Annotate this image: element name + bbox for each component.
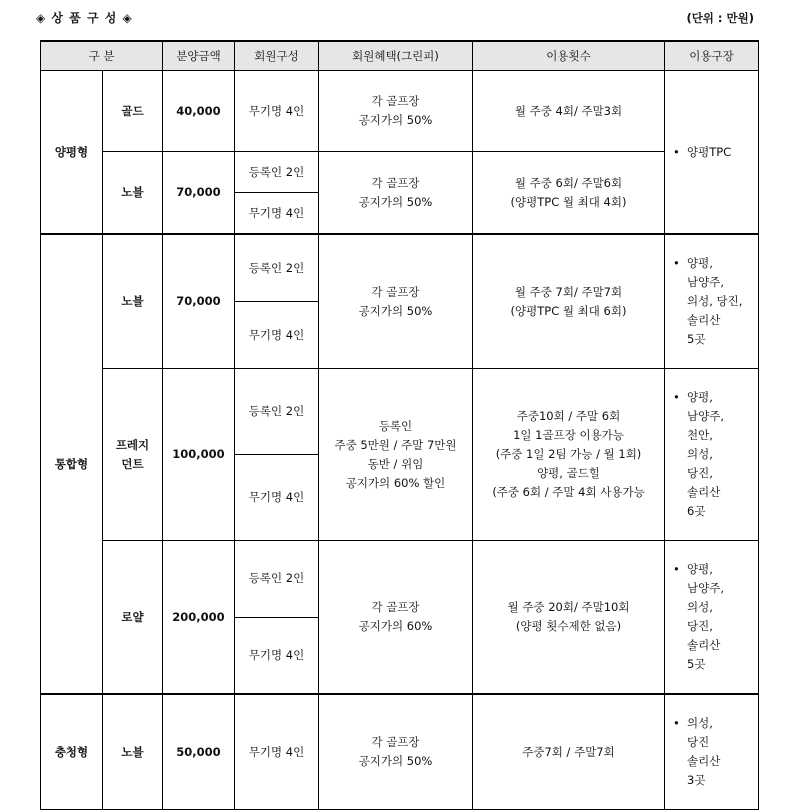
col-header-benefit: 회원혜택(그린피) <box>319 41 473 71</box>
product-usage: 주중7회 / 주말7회 <box>473 694 665 810</box>
table-row <box>41 71 759 152</box>
product-locations <box>665 234 759 369</box>
group-name: 충청형 <box>41 694 103 810</box>
table-row <box>41 369 759 455</box>
product-name: 노블 <box>103 234 163 369</box>
bullet: • <box>673 390 680 404</box>
product-benefit: 각 골프장 공지가의 50% <box>319 152 473 235</box>
col-header-locations: 이용구장 <box>665 41 759 71</box>
col-header-price: 분양금액 <box>163 41 235 71</box>
product-benefit: 각 골프장 공지가의 50% <box>319 694 473 810</box>
section-title: ◈ 상 품 구 성 ◈ <box>36 11 133 25</box>
product-usage: 월 주중 7회/ 주말7회 (양평TPC 월 최대 6회) <box>473 234 665 369</box>
table-row <box>41 541 759 618</box>
member-type: 무기명 4인 <box>235 302 319 369</box>
product-locations <box>665 541 759 695</box>
member-type: 무기명 4인 <box>235 617 319 694</box>
product-benefit: 각 골프장 공지가의 50% <box>319 71 473 152</box>
table-row <box>41 694 759 810</box>
product-price: 100,000 <box>163 369 235 541</box>
product-price: 200,000 <box>163 541 235 695</box>
table-row <box>41 152 759 193</box>
member-type: 등록인 2인 <box>235 369 319 455</box>
locations-text: 양평, 남양주, 의성, 당진, 솔리산 5곳 <box>687 256 743 346</box>
member-type: 무기명 4인 <box>235 455 319 541</box>
product-name: 로얄 <box>103 541 163 695</box>
member-type: 등록인 2인 <box>235 541 319 618</box>
product-name: 프레지 던트 <box>103 369 163 541</box>
product-price: 40,000 <box>163 71 235 152</box>
unit-label: (단위 : 만원) <box>686 11 754 25</box>
bullet: • <box>673 256 680 270</box>
product-locations <box>665 369 759 541</box>
product-price: 50,000 <box>163 694 235 810</box>
locations-text: 양평, 남양주, 의성, 당진, 솔리산 5곳 <box>687 562 724 671</box>
product-benefit: 각 골프장 공지가의 50% <box>319 234 473 369</box>
product-locations <box>665 71 759 235</box>
product-name: 노블 <box>103 694 163 810</box>
member-type: 등록인 2인 <box>235 234 319 302</box>
group-name: 양평형 <box>41 71 103 235</box>
product-benefit: 각 골프장 공지가의 60% <box>319 541 473 695</box>
col-header-members: 회원구성 <box>235 41 319 71</box>
member-type: 무기명 4인 <box>235 694 319 810</box>
member-type: 무기명 4인 <box>235 193 319 235</box>
product-locations <box>665 694 759 810</box>
product-usage: 주중10회 / 주말 6회 1일 1골프장 이용가능 (주중 1일 2팀 가능 / 월 1회) 양평, 골드힐 (주중 6회 / 주말 4회 사용가능 <box>473 369 665 541</box>
product-usage: 월 주중 20회/ 주말10회 (양평 횟수제한 없음) <box>473 541 665 695</box>
product-table <box>40 40 759 810</box>
product-usage: 월 주중 4회/ 주말3회 <box>473 71 665 152</box>
table-header-row <box>41 41 759 71</box>
bullet: • <box>673 144 680 159</box>
locations-text: 양평TPC <box>687 144 732 159</box>
group-name: 통합형 <box>41 234 103 694</box>
bullet: • <box>673 562 680 576</box>
product-benefit: 등록인 주중 5만원 / 주말 7만원 동반 / 위임 공지가의 60% 할인 <box>319 369 473 541</box>
product-name: 노블 <box>103 152 163 235</box>
col-header-category: 구 분 <box>41 41 163 71</box>
product-name: 골드 <box>103 71 163 152</box>
col-header-usage: 이용횟수 <box>473 41 665 71</box>
member-type: 무기명 4인 <box>235 71 319 152</box>
table-row <box>41 234 759 302</box>
locations-text: 의성, 당진 솔리산 3곳 <box>687 716 721 787</box>
locations-text: 양평, 남양주, 천안, 의성, 당진, 솔리산 6곳 <box>687 390 724 518</box>
bullet: • <box>673 716 680 730</box>
member-type: 등록인 2인 <box>235 152 319 193</box>
product-price: 70,000 <box>163 234 235 369</box>
product-price: 70,000 <box>163 152 235 235</box>
product-usage: 월 주중 6회/ 주말6회 (양평TPC 월 최대 4회) <box>473 152 665 235</box>
